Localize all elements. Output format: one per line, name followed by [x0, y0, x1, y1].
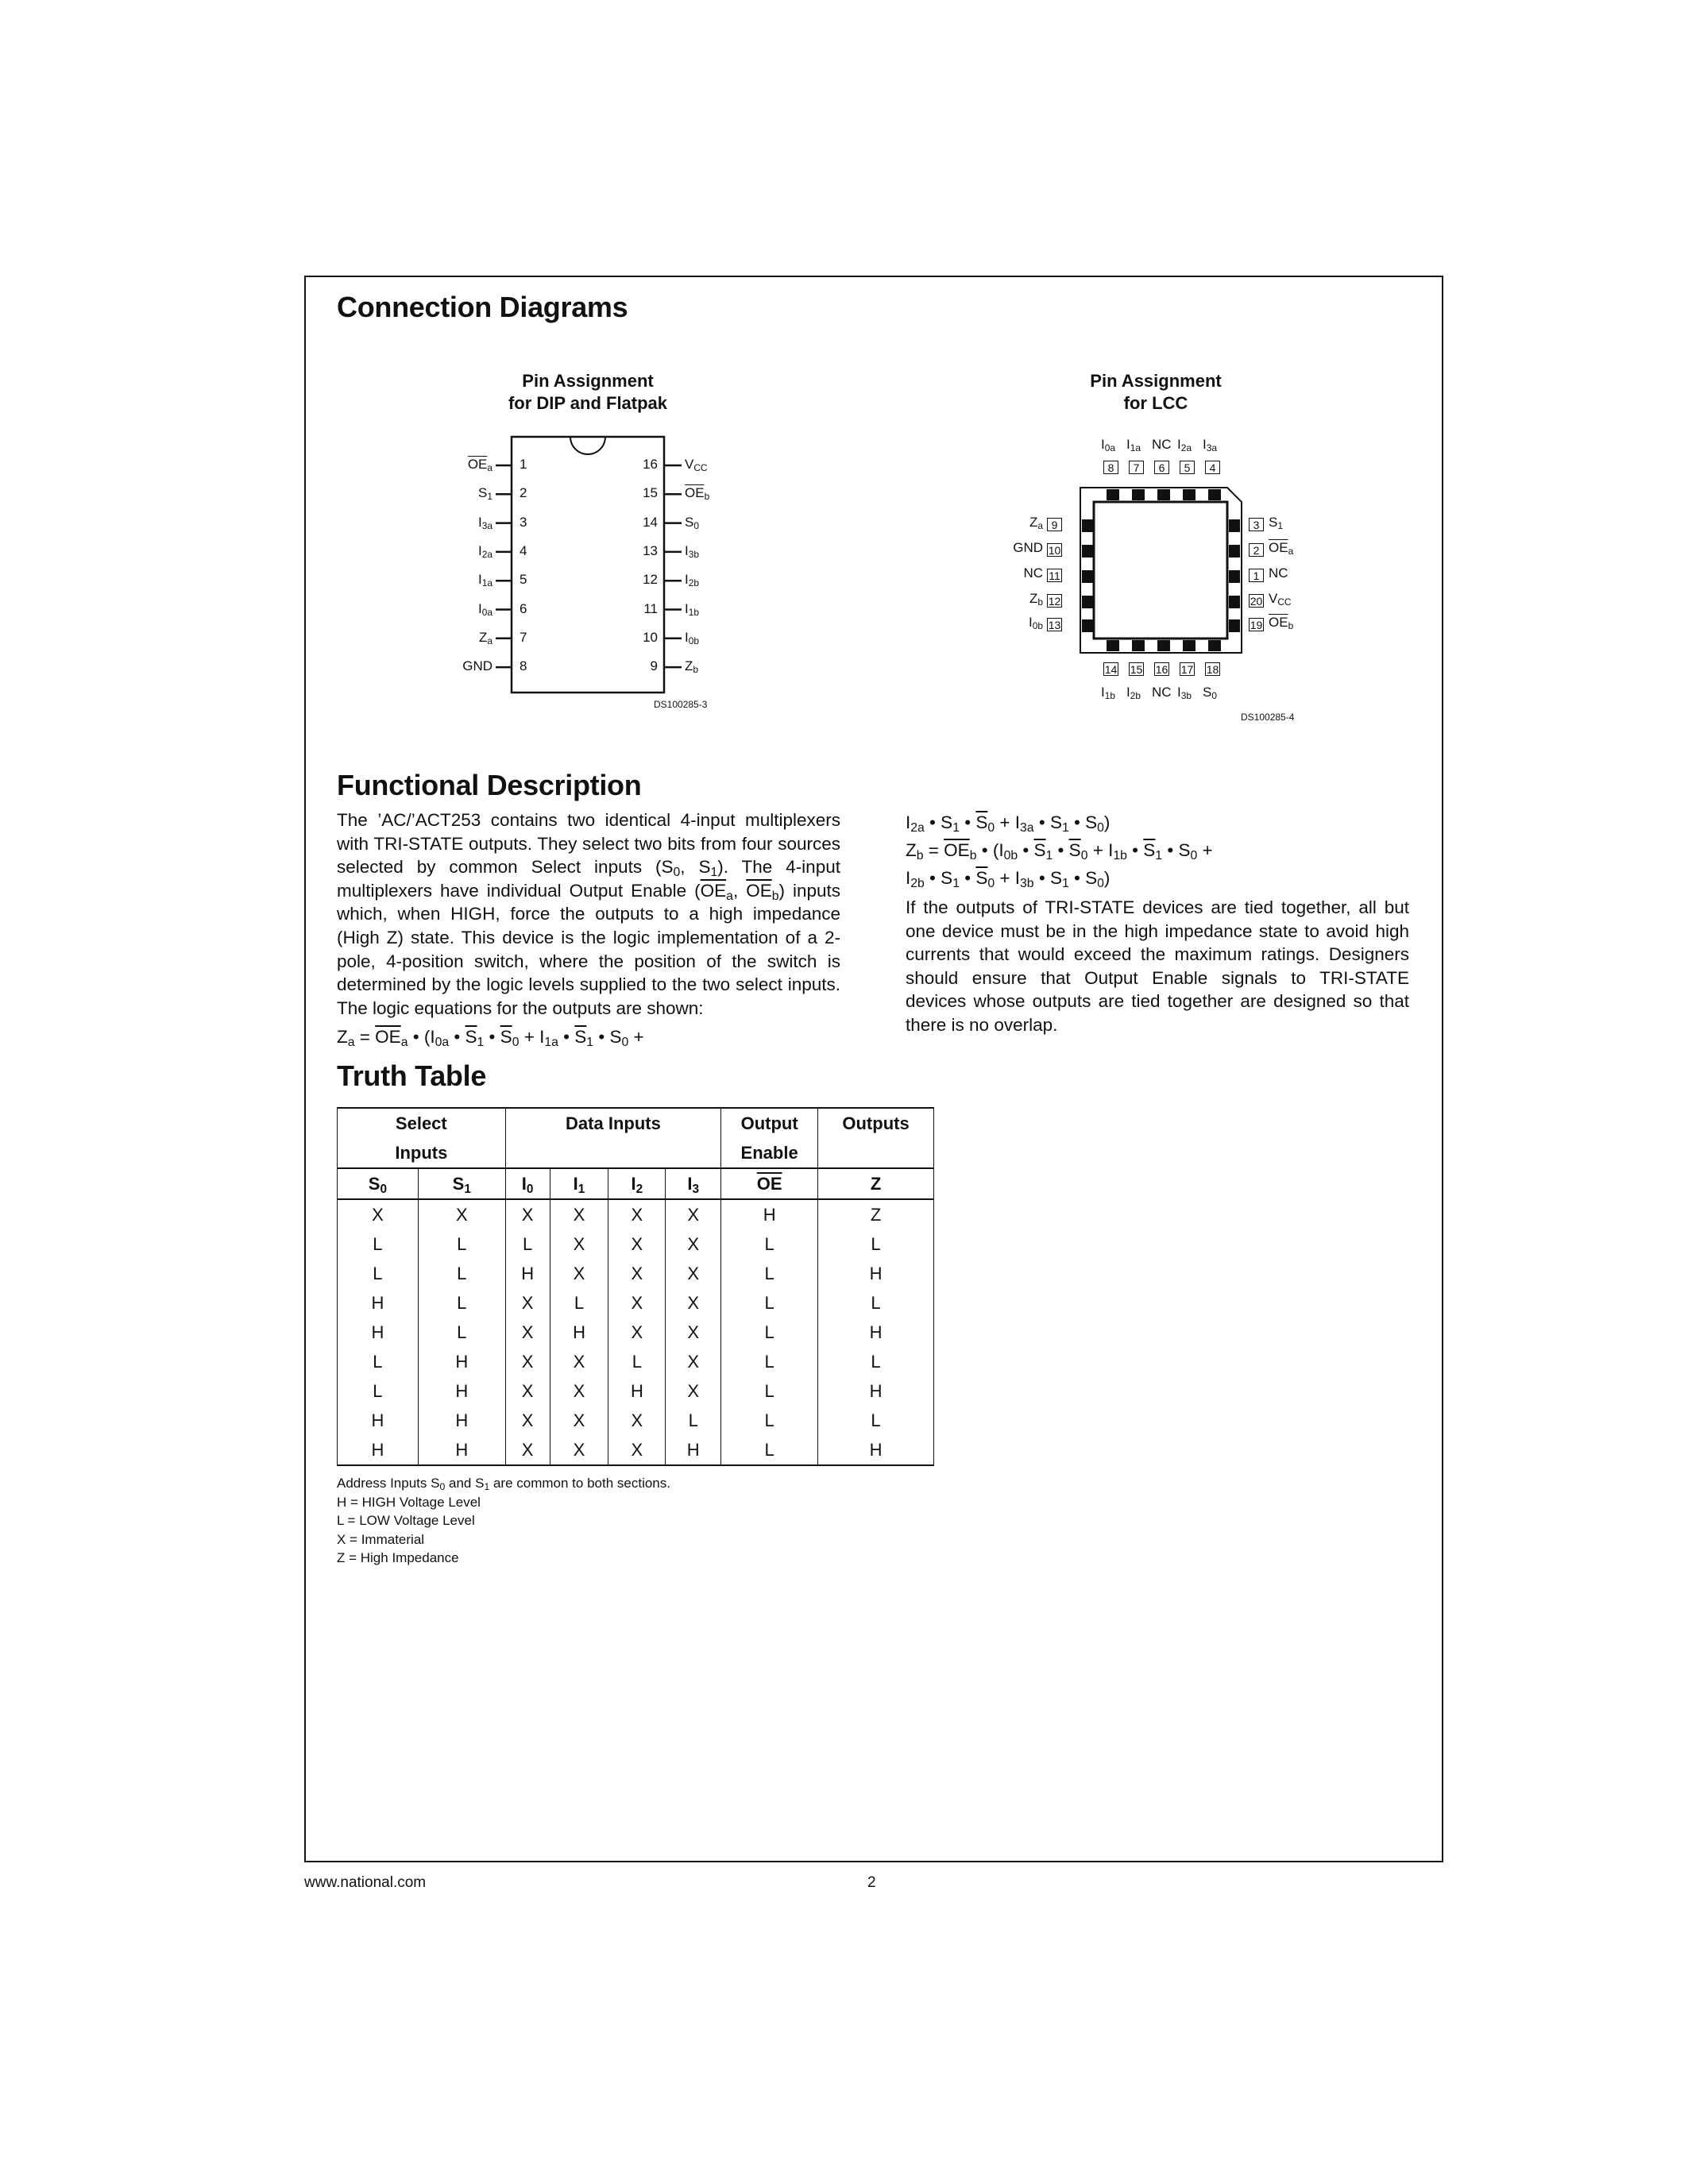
lcc-pin-number: 17: [1180, 663, 1194, 676]
dip-pin-label: $I_{0b}$: [685, 629, 699, 646]
table-cell: X: [608, 1435, 666, 1465]
lcc-pin-number: 3: [1249, 518, 1264, 531]
lcc-pad: [1082, 545, 1093, 558]
lcc-pin-number: 12: [1048, 595, 1061, 608]
table-row: [338, 1199, 934, 1229]
table-cell: X: [505, 1376, 550, 1406]
table-row: [338, 1376, 934, 1406]
header-data-inputs: Data Inputs: [505, 1108, 720, 1168]
equation-zb-line1: $Z_b = \overline{OE}_b$ • ($I_{0b}$ • $\overline{S}_1$ • $\overline{S}_0 + I_{1b}$ • $\overline{S}_1$ • $S_0$ +: [906, 840, 1213, 862]
table-cell: X: [505, 1347, 550, 1376]
lcc-pad: [1229, 596, 1240, 608]
column-header: $I_2$: [608, 1168, 666, 1199]
header-outputs: Outputs: [818, 1108, 934, 1168]
dip-pin-number: 1: [520, 457, 527, 472]
lcc-pin-label: $Z_a$: [1029, 515, 1043, 531]
functional-description-heading: Functional Description: [337, 769, 642, 801]
table-cell: X: [505, 1435, 550, 1465]
lcc-pin-label: $I_{0b}$: [1029, 615, 1043, 631]
dip-pin-label: $S_0$: [685, 514, 699, 531]
truth-table-heading: Truth Table: [337, 1059, 487, 1092]
table-cell: H: [505, 1259, 550, 1288]
footer-url: www.national.com: [304, 1874, 427, 1891]
table-cell: X: [418, 1199, 505, 1229]
lcc-pin-label: NC: [1152, 685, 1172, 700]
dip-pin-number: 10: [643, 629, 658, 645]
dip-pin-label: $I_{3a}$: [478, 514, 492, 531]
dip-pin-label: $I_{0a}$: [478, 600, 492, 618]
table-row: [338, 1347, 934, 1376]
lcc-pin-number: 19: [1250, 619, 1263, 631]
dip-pin-number: 3: [520, 514, 527, 530]
note-high-impedance: Z = High Impedance: [337, 1550, 459, 1565]
lcc-pin-label: $I_{2b}$: [1126, 685, 1141, 701]
dip-pin-label: $S_1$: [478, 485, 492, 503]
lcc-pin-label: $S_1$: [1269, 515, 1283, 531]
table-row: [338, 1259, 934, 1288]
equation-za-line2: $I_{2a}$ • $S_1$ • $\overline{S}_0 + I_{3a}$ • $S_1$ • $S_0$): [906, 812, 1111, 835]
header-select-inputs: Select Inputs: [338, 1108, 506, 1168]
lcc-pin-label: $Z_b$: [1029, 591, 1043, 608]
dip-pin-number: 16: [643, 457, 658, 472]
table-cell: H: [666, 1435, 721, 1465]
table-cell: H: [818, 1435, 934, 1465]
lcc-pin-label: NC: [1152, 437, 1172, 452]
dip-pin-label: $V_{CC}$: [685, 457, 708, 473]
table-row: [338, 1229, 934, 1259]
lcc-pin-number: 11: [1047, 569, 1062, 582]
table-cell: L: [666, 1406, 721, 1435]
header-output-enable: Output Enable: [721, 1108, 818, 1168]
dip-pin-number: 12: [643, 572, 658, 588]
dip-pin-number: 9: [650, 658, 658, 674]
dip-pin-label: $I_{1a}$: [478, 572, 492, 589]
column-header: $I_0$: [505, 1168, 550, 1199]
lcc-pin-number: 6: [1154, 461, 1169, 474]
table-cell: L: [721, 1376, 818, 1406]
table-cell: H: [338, 1318, 419, 1347]
truth-table-notes: [337, 1474, 670, 1568]
lcc-pad: [1183, 489, 1196, 500]
lcc-pin-label: $I_{0a}$: [1101, 437, 1115, 453]
lcc-pin-label: GND: [1013, 540, 1043, 555]
table-cell: L: [550, 1288, 608, 1318]
lcc-pad: [1229, 519, 1240, 532]
lcc-pad: [1107, 489, 1119, 500]
column-header: Z: [818, 1168, 934, 1199]
note-low: L = LOW Voltage Level: [337, 1513, 475, 1528]
equation-za-line1: $Z_a = \overline{OE}_a$ • ($I_{0a}$ • $\overline{S}_1$ • $\overline{S}_0 + I_{1a}$ • $\overline{S}_1$ • $S_0$ +: [337, 1027, 644, 1049]
lcc-pin-number: 7: [1129, 461, 1144, 474]
column-header: $S_1$: [418, 1168, 505, 1199]
dip-pin-label: $Z_a$: [478, 629, 492, 646]
table-cell: H: [818, 1259, 934, 1288]
table-cell: L: [721, 1229, 818, 1259]
lcc-pin-number: 16: [1155, 663, 1168, 676]
lcc-pin-number: 13: [1048, 619, 1061, 631]
lcc-pad: [1229, 570, 1240, 583]
table-cell: L: [721, 1347, 818, 1376]
lcc-pin-label: $I_{1b}$: [1101, 685, 1115, 701]
lcc-pad: [1208, 640, 1221, 651]
table-cell: L: [818, 1347, 934, 1376]
table-row: [338, 1318, 934, 1347]
lcc-pin-number: 15: [1130, 663, 1143, 676]
dip-pin-label: $I_{1b}$: [685, 600, 699, 618]
lcc-pin-number: 1: [1249, 569, 1264, 582]
lcc-pin-number: 9: [1047, 518, 1062, 531]
column-header: $I_3$: [666, 1168, 721, 1199]
lcc-pin-number: 14: [1104, 663, 1118, 676]
dip-package-outline: [477, 433, 715, 695]
table-cell: H: [608, 1376, 666, 1406]
table-cell: X: [505, 1288, 550, 1318]
dip-pin-number: 11: [643, 600, 658, 616]
table-cell: X: [550, 1229, 608, 1259]
table-row: [338, 1435, 934, 1465]
table-cell: L: [338, 1347, 419, 1376]
dip-pin-number: 15: [643, 485, 658, 501]
table-cell: L: [721, 1318, 818, 1347]
table-cell: L: [818, 1406, 934, 1435]
column-header: $\overline{OE}$: [721, 1168, 818, 1199]
lcc-pin-label: NC: [1269, 565, 1288, 581]
lcc-pin-label: $I_{1a}$: [1126, 437, 1141, 453]
dip-pin-number: 7: [520, 629, 527, 645]
dip-caption-line2: for DIP and Flatpak: [508, 393, 668, 413]
table-cell: L: [818, 1288, 934, 1318]
dip-pin-label: $\overline{OE}_b$: [685, 485, 710, 503]
table-cell: H: [550, 1318, 608, 1347]
table-cell: X: [608, 1199, 666, 1229]
table-cell: H: [818, 1318, 934, 1347]
table-cell: X: [550, 1199, 608, 1229]
lcc-caption-line1: Pin Assignment: [1090, 371, 1222, 391]
table-cell: H: [338, 1435, 419, 1465]
lcc-pad: [1229, 545, 1240, 558]
table-cell: X: [505, 1199, 550, 1229]
table-cell: L: [721, 1259, 818, 1288]
dip-pin-number: 13: [643, 542, 658, 558]
table-cell: X: [505, 1406, 550, 1435]
table-cell: X: [666, 1288, 721, 1318]
functional-description-paragraph: The ’AC/’ACT253 contains two identical 4-input multiplexers with TRI-STATE outputs. They select two bits from four sources selected by common Select inputs ($S_0$, $S_1$). The 4-input multiplexers have individual Output Enable ($\overline{OE}_a$, $\overline{OE}_b$) inputs which, when HIGH, force the outputs to a high impedance (High Z) state. This device is the logic implementation of a 2-pole, 4-position switch, where the position of the switch is determined by the logic levels supplied to the two select inputs. The logic equations for the outputs are shown:: [337, 810, 840, 1018]
lcc-pad: [1157, 489, 1170, 500]
lcc-pin-label: $I_{3a}$: [1203, 437, 1217, 453]
table-cell: L: [721, 1406, 818, 1435]
table-cell: X: [550, 1376, 608, 1406]
dip-figure-code: DS100285-3: [654, 699, 708, 710]
lcc-pin-label: $V_{CC}$: [1269, 591, 1292, 608]
lcc-package-outline: [1068, 484, 1251, 659]
table-cell: L: [721, 1288, 818, 1318]
table-cell: H: [721, 1199, 818, 1229]
lcc-pin-number: 10: [1048, 544, 1061, 557]
table-cell: L: [608, 1347, 666, 1376]
lcc-pin-label: $I_{3b}$: [1177, 685, 1192, 701]
table-cell: X: [608, 1229, 666, 1259]
table-cell: X: [550, 1347, 608, 1376]
table-cell: X: [608, 1318, 666, 1347]
table-cell: L: [418, 1288, 505, 1318]
dip-pin-number: 5: [520, 572, 527, 588]
table-cell: X: [505, 1318, 550, 1347]
table-cell: X: [666, 1318, 721, 1347]
dip-pin-label: $Z_b$: [685, 658, 699, 676]
lcc-pad: [1082, 619, 1093, 632]
table-cell: X: [550, 1259, 608, 1288]
dip-pin-number: 6: [520, 600, 527, 616]
table-cell: Z: [818, 1199, 934, 1229]
table-cell: X: [666, 1229, 721, 1259]
table-cell: H: [418, 1347, 505, 1376]
dip-pin-label: $I_{2b}$: [685, 572, 699, 589]
dip-pin-label: $I_{3b}$: [685, 542, 699, 560]
lcc-pad: [1183, 640, 1196, 651]
lcc-pin-label: NC: [1023, 565, 1043, 581]
table-cell: X: [666, 1376, 721, 1406]
lcc-figure-code: DS100285-4: [1241, 712, 1295, 723]
lcc-pad: [1132, 489, 1145, 500]
table-cell: L: [418, 1259, 505, 1288]
lcc-pin-label: $S_0$: [1203, 685, 1217, 701]
table-cell: X: [666, 1259, 721, 1288]
table-cell: L: [418, 1229, 505, 1259]
page-number: 2: [867, 1874, 876, 1891]
dip-caption-line1: Pin Assignment: [522, 371, 654, 391]
table-cell: X: [666, 1199, 721, 1229]
dip-pin-label: $I_{2a}$: [478, 542, 492, 560]
lcc-pin-label: $I_{2a}$: [1177, 437, 1192, 453]
lcc-pad: [1107, 640, 1119, 651]
lcc-pad: [1132, 640, 1145, 651]
table-cell: L: [338, 1376, 419, 1406]
table-cell: L: [338, 1229, 419, 1259]
dip-pin-number: 4: [520, 542, 527, 558]
table-cell: H: [338, 1406, 419, 1435]
dip-pin-number: 14: [643, 514, 658, 530]
dip-pin-number: 8: [520, 658, 527, 674]
column-header: $I_1$: [550, 1168, 608, 1199]
table-cell: H: [418, 1406, 505, 1435]
dip-pin-label: GND: [462, 658, 492, 674]
note-high: H = HIGH Voltage Level: [337, 1494, 481, 1510]
table-cell: H: [418, 1376, 505, 1406]
table-cell: X: [608, 1288, 666, 1318]
table-cell: L: [338, 1259, 419, 1288]
table-cell: L: [721, 1435, 818, 1465]
note-immaterial: X = Immaterial: [337, 1531, 425, 1547]
tristate-paragraph: If the outputs of TRI-STATE devices are tied together, all but one device must be in the high impedance state to avoid high currents that would exceed the maximum ratings. Designers should ensure that Output Enable signals to TRI-STATE devices whose outputs are tied together are designed so that there is no overlap.: [906, 897, 1409, 1035]
table-cell: L: [418, 1318, 505, 1347]
table-cell: X: [550, 1435, 608, 1465]
lcc-pad: [1157, 640, 1170, 651]
table-row: [338, 1288, 934, 1318]
table-cell: X: [608, 1406, 666, 1435]
lcc-pin-label: $\overline{OE}_a$: [1269, 540, 1294, 557]
table-cell: H: [338, 1288, 419, 1318]
lcc-pin-number: 18: [1206, 663, 1219, 676]
lcc-pad: [1208, 489, 1221, 500]
dip-pin-label: $\overline{OE}_a$: [467, 457, 492, 473]
lcc-pad: [1229, 619, 1240, 632]
lcc-pad: [1082, 570, 1093, 583]
dip-pin-number: 2: [520, 485, 527, 501]
lcc-pin-number: 8: [1103, 461, 1118, 474]
note-address-inputs: Address Inputs $S_0$ and $S_1$ are common to both sections.: [337, 1476, 670, 1493]
table-cell: X: [338, 1199, 419, 1229]
table-cell: H: [818, 1376, 934, 1406]
lcc-pad: [1082, 519, 1093, 532]
lcc-pad: [1082, 596, 1093, 608]
lcc-caption-line2: for LCC: [1123, 393, 1188, 413]
equation-zb-line2: $I_{2b}$ • $S_1$ • $\overline{S}_0 + I_{3b}$ • $S_1$ • $S_0$): [906, 868, 1111, 890]
table-cell: X: [666, 1347, 721, 1376]
table-cell: X: [550, 1406, 608, 1435]
table-cell: L: [505, 1229, 550, 1259]
lcc-pin-number: 5: [1180, 461, 1195, 474]
column-header: $S_0$: [338, 1168, 419, 1199]
lcc-pin-number: 4: [1205, 461, 1220, 474]
lcc-pin-label: $\overline{OE}_b$: [1269, 615, 1294, 631]
truth-table: [337, 1107, 934, 1466]
lcc-pin-number: 20: [1250, 595, 1263, 608]
table-cell: H: [418, 1435, 505, 1465]
table-cell: L: [818, 1229, 934, 1259]
table-row: [338, 1406, 934, 1435]
connection-diagrams-heading: Connection Diagrams: [337, 291, 628, 323]
lcc-pin-number: 2: [1249, 543, 1264, 557]
table-cell: X: [608, 1259, 666, 1288]
